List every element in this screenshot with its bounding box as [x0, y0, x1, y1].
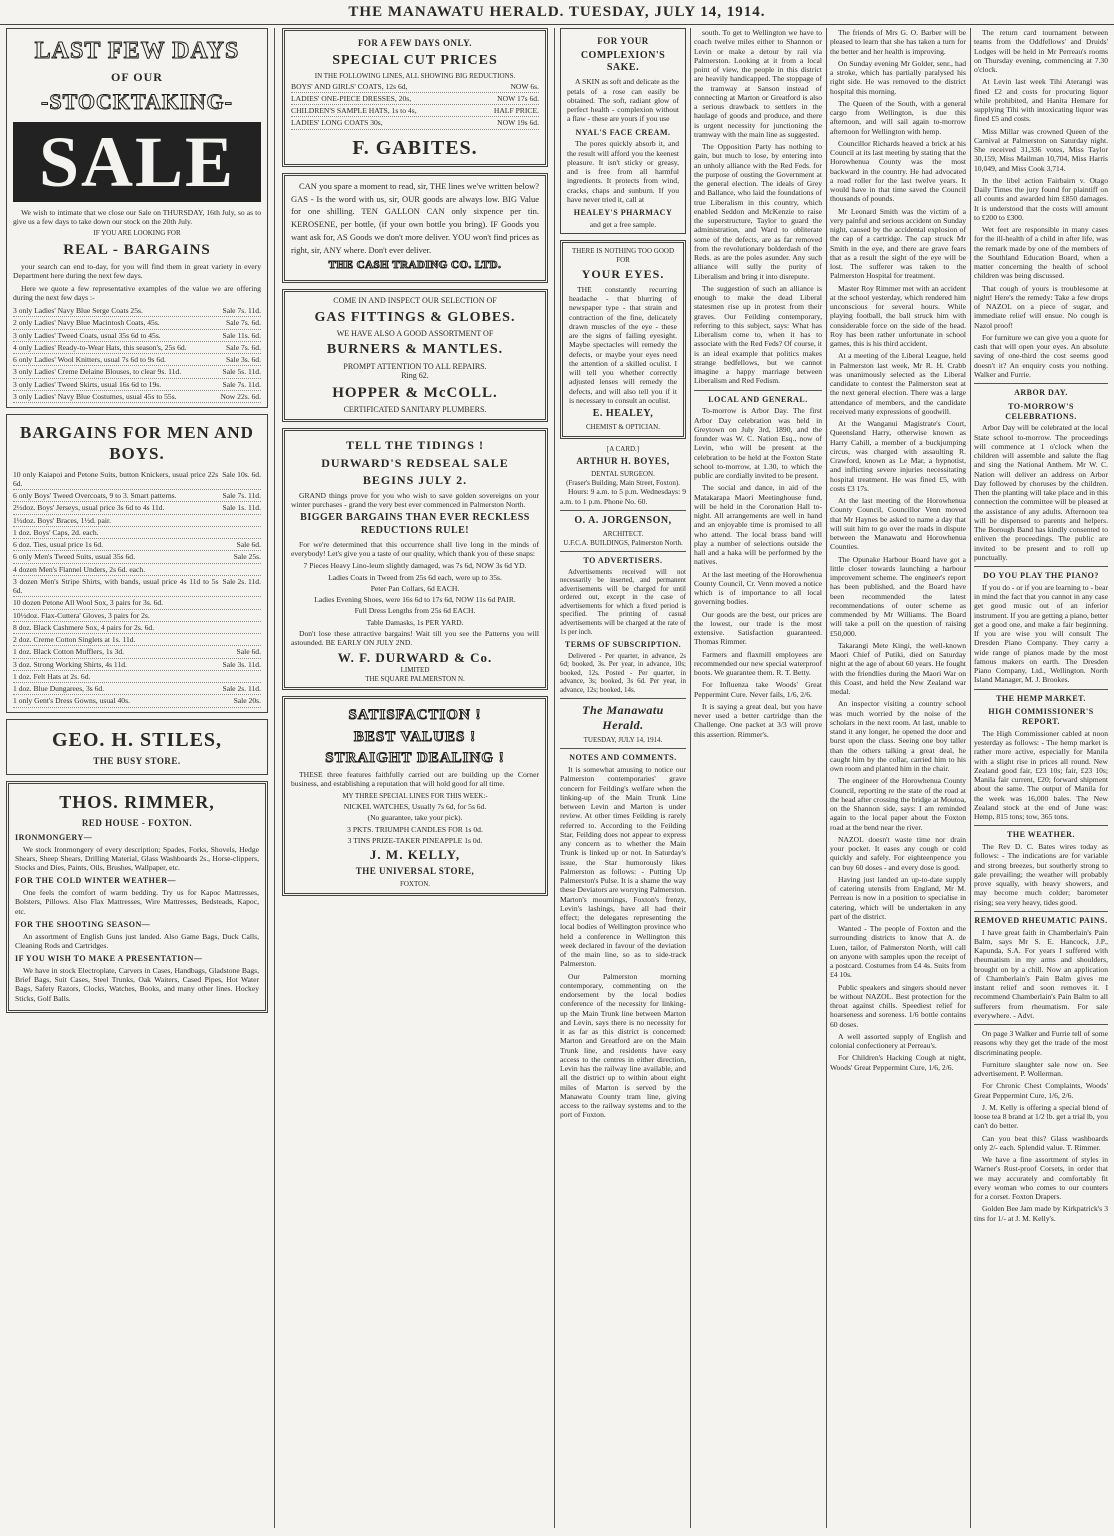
kelly-store: THE UNIVERSAL STORE, [355, 866, 475, 877]
cut-prices-text: IN THE FOLLOWING LINES, ALL SHOWING BIG REDUCTIONS. [314, 72, 516, 81]
price-row [13, 515, 261, 527]
item-text: 4 only Ladies' Ready-to-Wear Hats, this season's, 25s 6d. [13, 342, 187, 352]
price-row [291, 117, 539, 129]
item-text: 6 only Ladies' Wool Knitters, usual 7s 6d to 9s 6d. [13, 355, 166, 365]
boyes-hours: Hours: 9 a.m. to 5 p.m. Wednesdays: 9 a.m. to 1 p.m. Phone No. 60. [560, 487, 686, 506]
item-price: NOW 6s. [510, 81, 539, 91]
news-paragraph: For Influenza take Woods' Great Peppermint Cure. Never fails, 1/6, 2/6. [694, 680, 822, 699]
item-text: 1 doz. Black Cotton Mufflers, 1s 3d. [13, 647, 125, 657]
kelly-list [291, 802, 539, 845]
item-price: Sale 20s. [233, 696, 261, 706]
arbor-heading: ARBOR DAY. [1014, 388, 1068, 397]
special-lines: MY THREE SPECIAL LINES FOR THIS WEEK:- [342, 791, 488, 800]
price-row [13, 305, 261, 317]
durward-item: Ladies Coats in Tweed from 25s 6d each, were up to 35s. [328, 572, 502, 582]
price-row [13, 379, 261, 391]
hopper-name: HOPPER & McCOLL. [332, 385, 498, 402]
news-paragraph: At the last meeting of the Horowhenua County Council, Cr. Venn moved a notice which is of importance to all local governing bodies. [694, 569, 822, 607]
weather-text: The Rev D. C. Bates wires today as follows: - The indications are for variable and strong breezes, but southerly strong to gale prevailing; the weather will probably prove squally, with heavy showers, and may become much colder; barometer rising; sea very heavy, tides good. [974, 842, 1108, 907]
item-text: 3 dozen Men's Stripe Shirts, with bands, usual price 4s 11d to 5s 6d. [13, 576, 219, 596]
price-row [13, 502, 261, 514]
item-price: Sale 6d. [236, 647, 261, 657]
durward-list [291, 561, 539, 627]
men-boys-ad [6, 414, 268, 712]
item-price: NOW 17s 6d. [497, 93, 539, 103]
column-rule [274, 28, 275, 1528]
bargains-heading: BARGAINS FOR MEN AND BOYS. [20, 423, 254, 463]
news-paragraph: Golden Bee Jam made by Kirkpatrick's 3 tins for 1/- at J. M. Kelly's. [974, 1204, 1108, 1223]
presentation-heading: IF YOU WISH TO MAKE A PRESENTATION— [15, 954, 203, 964]
price-row [13, 564, 261, 576]
item-price: Sale 1s. 11d. [222, 503, 261, 513]
price-row [13, 490, 261, 502]
item-text: 3 only Ladies' Navy Blue Serge Coats 25s. [13, 306, 143, 316]
boyes-address: (Fraser's Building, Main Street, Foxton). [566, 478, 680, 487]
item-text: LADIES' LONG COATS 30s, [291, 118, 383, 128]
item-text: 3 only Ladies' Navy Blue Costumes, usual 45s to 55s. [13, 391, 177, 401]
nyals-ad [560, 28, 686, 234]
terms-heading: TERMS OF SUBSCRIPTION. [564, 640, 682, 650]
last-few-days-heading: LAST FEW DAYS [34, 38, 240, 64]
column-rule [970, 28, 971, 1528]
item-price: Sale 10s. 6d. [222, 469, 261, 479]
local-paragraphs [694, 406, 822, 739]
kelly-item: NICKEL WATCHES, Usually 7s 6d, for 5s 6d. [343, 802, 487, 812]
sale-banner: SALE [13, 122, 261, 202]
kelly-name: J. M. KELLY, [369, 847, 461, 863]
card-label: [A CARD.] [606, 444, 640, 453]
nyals-heading: NYAL'S FACE CREAM. [575, 127, 671, 137]
news-paragraph: J. M. Kelly is offering a special blend of loose tea 8 brand at 1/2 lb. get a trial lb, you can't do better. [974, 1102, 1108, 1131]
healey-optician-ad [560, 240, 686, 439]
news-paragraph: Can you beat this? Glass washboards only 2/- each. Splendid value. T. Rimmer. [974, 1133, 1108, 1152]
gas-fittings-heading: GAS FITTINGS & GLOBES. [314, 309, 516, 325]
straight-dealing-heading: STRAIGHT DEALING ! [325, 749, 505, 766]
news-paragraph: Our goods are the best, our prices are the lowest, our trade is the most extensive. Satisfaction guaranteed. Thomas Rimmer. [694, 609, 822, 647]
news-paragraph: At the last meeting of the Horowhenua County Council, Councillor Venn moved that Mr Haynes be asked to name a day that will suit him to go over the roads in dispute between the Manawatu and Horowhenua Counties. [830, 496, 966, 552]
price-row [13, 576, 261, 598]
news-paragraph: For Children's Hacking Cough at night, Woods' Great Peppermint Cure, 1/6, 2/6. [830, 1053, 966, 1072]
news-paragraph: To-morrow is Arbor Day. The first Arbor Day celebration was held in Greytown on July 3rd, 1890, and the founder was W. C. Nation Esq., now of Levin, who will be present at the celebration to be held at the Foxton State school to-morrow, at 1.30, to which the public are cordially invited to be present. [694, 406, 822, 480]
dental-text: DENTAL SURGEON. [591, 470, 655, 479]
advertisers-heading: TO ADVERTISERS. [583, 556, 663, 566]
price-row [13, 342, 261, 354]
news-paragraph: Our Palmerston morning contemporary, commenting on the endorsement by the local bodies conference of the necessity for linking-up the Main Trunk line between Marton and Levin, says there is no necessity for it as far as this district is concerned: Marton and Greatford are on the Main Trunk line, and residents have easy access to the centres in either direction, Levin has the railway line available, and all the district up to within about eight miles of Marton is served by the Manawatu County tram line, giving access to the railway systems and to the port of Foxton. [560, 971, 686, 1120]
item-price: Sale 6d. [236, 540, 261, 550]
kelly-item: 3 TINS PRIZE-TAKER PINEAPPLE 1s 0d. [347, 835, 483, 845]
three-text: THESE three features faithfully carried out are building up the Corner business, and establishing a reputation that will hold good for all time. [291, 770, 539, 789]
news-paragraph: The Opunake Harbour Board have got a little closer towards launching a harbour improvement scheme. The engineer's report has been published, and the Board have been recommended the latest recommendations of outer scheme as commended by Mr Williams. The Board will take a poll on the question of raising £50,000. [830, 554, 966, 638]
plumbers-text: CERTIFICATED SANITARY PLUMBERS. [343, 405, 487, 415]
stiles-name: GEO. H. STILES, [51, 728, 223, 751]
item-price: Sale 7s. 11d. [222, 379, 261, 389]
ironmongery-heading: IRONMONGERY— [15, 832, 93, 842]
your-eyes-heading: YOUR EYES. [581, 267, 665, 282]
shooting-heading: FOR THE SHOOTING SEASON— [15, 919, 151, 929]
item-text: 8 doz. Black Cashmere Sox, 4 pairs for 2s. 6d. [13, 622, 155, 632]
item-text: 4 dozen Men's Flannel Unders, 2s 6d. each. [13, 564, 146, 574]
item-price: Sale 7s. 6d. [225, 342, 261, 352]
news-paragraph: Mr Leonard Smith was the victim of a very painful and serious accident on Sunday night, caused by the accidental explosion of the cap of a cartridge. The cap struck Mr Smith in the eye, and there are grave fears that as a result the sight of the eye will be lost. The sufferer was taken to the Palmerston Hospital for treatment. [830, 206, 966, 281]
item-text: 6 only Boys' Tweed Overcoats, 9 to 3. Smart patterns. [13, 491, 177, 501]
piano-heading: DO YOU PLAY THE PIANO? [983, 571, 1099, 580]
few-days-text: FOR A FEW DAYS ONLY. [357, 38, 473, 48]
for-your-text: FOR YOUR [597, 36, 649, 46]
price-row [13, 469, 261, 491]
item-text: 1 doz. Blue Dungarees, 3s 6d. [13, 684, 105, 694]
durward-address: THE SQUARE PALMERSTON N. [365, 674, 465, 683]
price-row [13, 539, 261, 551]
item-price [257, 623, 261, 632]
price-row [13, 622, 261, 634]
news-paragraph: south. To get to Wellington we have to coach twelve miles either to Shannon or Levin or make a detour by rail via Palmerston. Looking at it from a local point of view, the people in this district are heavily handicapped. The stoppage of the tramway at Sanson instead of connecting at Marton or Greatford is also a serious drawback to settlers in the haulage of goods and produce, and there is urgent necessity for junctioning the tramway with the main line as suggested. [694, 28, 822, 139]
news-paragraph: A well assorted supply of English and colonial confectionery at Perreau's. [830, 1031, 966, 1050]
burners-heading: BURNERS & MANTLES. [326, 342, 504, 358]
news-paragraph: On Sunday evening Mr Golder, senr., had a stroke, which has partially paralysed his right side. He was removed to the district hospital this morning. [830, 58, 966, 96]
rimmer-name: THOS. RIMMER, [59, 791, 215, 812]
price-row [13, 646, 261, 658]
news-paragraph: Public speakers and singers should never be without NAZOL. Best protection for the throat against chills. Speediest relief for hoarseness and soreness. 1/6 bottle contains 60 doses. [830, 982, 966, 1029]
news-paragraph: It is somewhat amusing to notice our Palmerston contemporaries' grave concern for Feilding's welfare when the linking-up of the Main Trunk Line between Levin and Marton is under review. At other times Feilding is rarely referred to. According to the Feilding Star, Feilding does not appear to express any concern as to whether the Main Trunk is linked up or not. In Saturday's issue, the Star humorously likes Palmerston as follows: - Putting Up Palmerston's Pulse. It is a shame the way these Deviators are worrying Palmerston. Marton's mournings, Foxton's frenzy, Levin's lashings, have all had their effect; the delegates representing the local bodies of Wellington province who held a conference in Wellington this week declared in favour of the deviation of the main line, so as to side-track Palmerston. [560, 765, 686, 969]
arbor-text: Arbor Day will be celebrated at the local State school to-morrow. The proceedings will commence at 1 o'clock when the children will assemble and salute the flag and sing the National Anthem. Mr W. C. Nation will deliver an address on Arbor Day followed by choruses by the children. Then the planting will take place and in this connection the committee will be pleased at the assistance of any adults. Afternoon tea will be dispensed to parents and helpers. The Borough Band has kindly consented to enliven the proceedings. The public are invited to be present and to roll up punctually. [974, 423, 1108, 562]
item-text: 6 only Men's Tweed Suits, usual 35s 6d. [13, 552, 135, 562]
price-row [13, 551, 261, 563]
news-paragraph: NAZOL doesn't waste time nor drain your pocket. It eases any cough or cold quickly and safely. For eighteenpence you can buy 60 doses - and every dose is good. [830, 834, 966, 872]
opposition-paragraphs [694, 28, 822, 386]
search-text: your search can end to-day, for you will find them in great variety in every Department here during the next few days. [13, 262, 261, 281]
news-paragraph: Councillor Richards heaved a brick at his Council at its last meeting by stating that the Horowhenua County was the most backward in the country. He had advocated a road roller for the last twelve years. It would have in that time saved the Council thousands of pounds. [830, 138, 966, 204]
news-paragraph: The suggestion of such an alliance is enough to make the dead Liberal statesmen rise up in protest from their graves. Our Feilding contemporary, referring to this subject, says: What has Liberalism come to, when it has to associate with the Red Feds? Of course, it is an ideal example that politics makes strange bedfellows, but we cannot imagine a happy marriage between Liberalism and Red Fedism. [694, 283, 822, 386]
durward-ad [282, 428, 548, 690]
item-text: 3 only Ladies' Creme Delaine Blouses, to clear 9s. 11d. [13, 367, 182, 377]
healey-subtitle: CHEMIST & OPTICIAN. [586, 423, 660, 432]
news-paragraph: At the Wanganui Magistrate's Court, Queensland Harry, otherwise known as Harry Cahill, a member of a buckjumping circus, was charged with assaulting R. Crawford, known as Le Mar, a hypnotist, and inflicting severe injuries necessitating hospital treatment. He was fined £5, with costs £3 17s. [830, 419, 966, 493]
notes-heading: NOTES AND COMMENTS. [569, 753, 677, 763]
stiles-subtitle: THE BUSY STORE. [93, 755, 181, 766]
durward-close: Don't lose these attractive bargains! Wait till you see the Patterns you will astounded. BE EARLY ON JULY 2ND. [291, 628, 539, 648]
price-row [13, 366, 261, 378]
hemp-text: The High Commissioner cabled at noon yesterday as follows: - The hemp market is rather more active, especially for Manila with a slight rise in prices all round. New Zealand good fair, £23 10s; fair, £23 10s; Manila fair current, £20; forward shipment about the same. The output of Manila for the week was 16,000 bales. The New Zealand stock at the end of June was: Hemp, 815 tons; tow, 365 tons. [974, 728, 1108, 821]
durward-text: For we're determined that this occurrence shall live long in the minds of everybody! Let's give you a taste of our quality, which thank you of these snaps: [291, 539, 539, 559]
terms-text: Delivered - Per quarter, in advance, 2s 6d; booked, 3s. Per year, in advance, 10s; booked, 12s. Posted - Per quarter, in advance, 3s; booked, 3s 6d. Per year, in advance, 12s; booked, 14s. [560, 651, 686, 694]
news-paragraph: Wet feet are responsible in many cases for the ill-health of a child in after life, was the remark made by one of the members of the Southland Education Board, when a matter concerning the health of school children was being discussed. [974, 225, 1108, 281]
complexion-text: A SKIN as soft and delicate as the petals of a rose can easily be obtained. The soft, radiant glow of perfect health - complexion without a flaw - these are yours if you use [567, 77, 679, 124]
item-price: HALF PRICE. [493, 106, 539, 116]
item-text: 3 doz. Strong Working Shirts, 4s 11d. [13, 659, 127, 669]
notes-paragraphs [560, 765, 686, 1120]
item-text: 10 dozen Petone All Wool Sox, 3 pairs for 3s. 6d. [13, 598, 164, 608]
news-paragraph: Master Roy Rimmer met with an accident at the school yesterday, which rendered him unconscious for several hours. While playing football, the ball struck him with considerable force on the side of the head. Roy has been rather unfortunate in school games, this is his third accident. [830, 283, 966, 348]
item-price: Sale 7s. 6d. [225, 318, 261, 328]
item-price [257, 565, 261, 574]
news-paragraph: For furniture we can give you a quote for cash that will open your eyes. An absolute saving of one-third the cost seems good doesn't it? An enquiry costs you nothing. Walker and Furrie. [974, 332, 1108, 379]
item-text: 2 only Ladies' Navy Blue Macintosh Coats, 45s. [13, 318, 160, 328]
durward-item: Peter Pan Collars, 6d EACH. [370, 583, 460, 593]
jorgenson-name: O. A. JORGENSON, [574, 514, 672, 526]
stocktaking-heading: -STOCKTAKING- [41, 88, 233, 114]
gabites-name: F. GABITES. [352, 136, 478, 159]
item-text: 1½doz. Boys' Braces, 1½d. pair. [13, 515, 111, 525]
quote-text: Here we quote a few representative examples of the value we are offering during the next few days :- [13, 283, 261, 302]
durward-firm: W. F. DURWARD & Co. [337, 650, 493, 666]
men-price-list [13, 469, 261, 708]
column-2 [282, 28, 548, 1528]
gas-also: WE HAVE ALSO A GOOD ASSORTMENT OF [336, 328, 494, 338]
durward-item: Ladies Evening Shoes, were 16s 6d to 17s 6d, NOW 11s 6d PAIR. [314, 595, 516, 605]
item-price [257, 528, 261, 537]
rheumatic-text: I have great faith in Chamberlain's Pain Balm, says Mr S. E. Hancock, J.P., Kapunda, S.A. For years I suffered with rheumatism in my arms and shoulders, brought on by a chill. Now an application of Chamberlain's Pain Balm gives me instant relief and soon removes it. I recommend Chamberlain's Pain Balm to all sufferers from rheumatism. For sale everywhere. - Advt. [974, 927, 1108, 1020]
durward-item: Table Damasks, 1s PER YARD. [366, 617, 464, 627]
bigger-heading: BIGGER BARGAINS THAN EVER RECKLESS REDUCTIONS RULE! [300, 512, 530, 536]
news-paragraph: For Chronic Chest Complaints, Woods' Great Peppermint Cure, 1/6, 2/6. [974, 1081, 1108, 1100]
hemp-subheading: HIGH COMMISSIONER'S REPORT. [988, 707, 1094, 726]
price-row [13, 527, 261, 539]
price-row [291, 81, 539, 93]
news-paragraph: In the libel action Fairbairn v. Otago Daily Times the jury found for plaintiff on all counts and awarded him £850 damages. It is understood that the costs will amount to £200 to £300. [974, 175, 1108, 222]
column-3 [560, 28, 686, 1528]
kelly-ad [282, 696, 548, 895]
architect-text: ARCHITECT. [602, 530, 644, 538]
news-paragraph: That cough of yours is troublesome at night! Here's the remedy: Take a few drops of NAZOL on a piece of sugar, and immediate relief will ensue. No cough is Nazol proof! [974, 283, 1108, 330]
gabites-ad [282, 28, 548, 167]
presentation-text: We have in stock Electroplate, Carvers in Cases, Handbags, Gladstone Bags, Brief Bags, Suit Cases, Steel Trunks, Oak Waiters, Cased Pipes, Hot Water Bags, Safety Razors, Clocks, Watches, Books, and many other lines. Hockey Sticks, Golf Balls. [15, 965, 259, 1003]
price-row [13, 597, 261, 609]
ladies-price-list [13, 305, 261, 403]
item-text: 2 doz. Creme Cotton Singlets at 1s. 11d. [13, 635, 136, 645]
sample-text: and get a free sample. [589, 219, 657, 229]
verse-text: CAN you spare a moment to read, sir, THE lines we've written below? GAS - Is the word with us, sir, OUR goods are always low. BIG Value for one shilling. TEN GALLON CAN only sixpence per tin. KEROSENE, per bottle, (if your own bottle you bring). IF Goods you want ask for, AS Goods we don't more deliver. YOU won't find prices as right, sir, ANY where. Don't ever deliver. [291, 180, 539, 255]
eyes-text: THE constantly recurring headache - that blurring of newspaper type - that strain and contraction of the fine, delicately drawn muscles of the eye - these are the signs of failing eyesight. Maybe spectacles will remedy the defects, or maybe your eyes need the attention of a skilled oculist. I will tell you whether correctly adjusted lenses will remedy the defects, and will also tell you if it is necessary to consult an oculist. [569, 284, 677, 405]
news-paragraph: We have a fine assortment of styles in Warner's Rust-proof Corsets, in order that we may accurately and comfortably fit every woman who comes to our counters for a corset. Foxton Drapers. [974, 1155, 1108, 1201]
price-row [13, 317, 261, 329]
item-price: Sale 2s. 11d. [222, 684, 261, 694]
durward-item: Full Dress Lengths from 25s 6d EACH. [354, 606, 476, 616]
news-paragraph: On page 3 Walker and Furrie tell of some reasons why they get the trade of the most discriminating people. [974, 1029, 1108, 1057]
item-price: Sale 7s. 11d. [222, 306, 261, 316]
rimmer-ad [6, 781, 268, 1013]
price-row [13, 330, 261, 342]
price-row [13, 391, 261, 403]
item-price [257, 672, 261, 681]
price-row [13, 659, 261, 671]
item-price: Sale 2s. 11d. [222, 576, 261, 586]
news-paragraph: The engineer of the Horowhenua County Council, reporting re the state of the road at the head after crossing the bridge at Moutoa, on the Shannon side, says: I am reminded again to the local paper about the Foxton road at the bend near the river. [830, 776, 966, 832]
item-price: Sale 5s. 11d. [222, 367, 261, 377]
item-price [257, 516, 261, 525]
rimmer-subtitle: RED HOUSE - FOXTON. [81, 817, 193, 828]
news-paragraphs-top [974, 28, 1108, 379]
jorgenson-address: U.F.C.A. BUILDINGS, Palmerston North. [563, 538, 683, 547]
hopper-mccoll-ad [282, 289, 548, 422]
cold-weather-heading: FOR THE COLD WINTER WEATHER— [15, 876, 176, 886]
item-text: CHILDREN'S SAMPLE HATS, 1s to 4s, [291, 106, 417, 116]
satisfaction-heading: SATISFACTION ! [348, 707, 482, 724]
price-row [13, 671, 261, 683]
of-our-text: OF OUR [111, 70, 163, 85]
cut-prices-heading: SPECIAL CUT PRICES [332, 52, 498, 68]
item-text: 2½doz. Boys' Jerseys, usual price 3s 6d to 4s 11d. [13, 503, 165, 513]
hemp-heading: THE HEMP MARKET. [996, 693, 1086, 703]
item-price: Sale 3s. 6d. [225, 355, 261, 365]
advertisers-text: Advertisements received will not necessarily be inserted, and permanent advertisements will be charged for until ordered out, except in the case of advertisements for which a fixed period is specified. The printing of casual advertisements will be charged at the rate of 1s per inch. [560, 567, 686, 636]
arbor-subheading: TO-MORROW'S CELEBRATIONS. [1005, 401, 1077, 421]
column-rule [690, 28, 691, 1528]
item-text: 6 doz. Ties, usual price 1s 6d. [13, 540, 104, 550]
stiles-sale-ad [6, 28, 268, 408]
price-row [13, 354, 261, 366]
healey-pharmacy: HEALEY'S PHARMACY [573, 208, 673, 218]
news-paragraph: It is saying a great deal, but you have never used a better cartridge than the Challenge. One packet at 3/3 will prove this assertion. Rimmer's. [694, 701, 822, 739]
real-bargains-heading: REAL - BARGAINS [63, 241, 211, 258]
item-text: 3 only Ladies' Tweed Skirts, usual 16s 6d to 19s. [13, 379, 162, 389]
price-row [13, 683, 261, 695]
column-5 [830, 28, 966, 1528]
item-text: LADIES' ONE-PIECE DRESSES, 20s, [291, 93, 412, 103]
item-text: 1 doz. Felt Hats at 2s. 6d. [13, 671, 91, 681]
news-paragraph: Furniture slaughter sale now on. See advertisement. P. Wollerman. [974, 1059, 1108, 1078]
item-text: 1 doz. Boys' Caps, 2d. each. [13, 527, 99, 537]
news-paragraph: The Opposition Party has nothing to gain, but much to lose, by entering into an unholy alliance with the Red Feds. for the purpose of ousting the Government at the general election. The ideals of Grey and Ballance, who laid the foundations of true Liberalism in this country, which enabled Seddon and McKenzie to raise the superstructure, Taylor to guard the administration, and Ward to obliterate some of the defects, are as far removed from the revolutionary bolderdash of the Reds. as are the poles asunder. Any such alliance will sully the purity of Liberalism and bring it into disrepute. [694, 142, 822, 281]
durward-sale-heading: DURWARD'S REDSEAL SALE [321, 455, 509, 470]
item-price: Sale 25s. [233, 552, 261, 562]
news-paragraph: Having just landed an up-to-date supply of catering utensils from England, Mr M. Perreau is now in a position to specialise in catering, which will be undertaken in any part of the district. [830, 874, 966, 921]
boyes-name: ARTHUR H. BOYES, [576, 456, 670, 467]
stiles-signature [6, 719, 268, 775]
price-row [13, 610, 261, 622]
column-rule [826, 28, 827, 1528]
issue-date: TUESDAY, JULY 14, 1914. [583, 735, 663, 744]
item-price [257, 611, 261, 620]
kelly-item: (No guarantee, take your pick). [367, 813, 463, 823]
item-price: Sale 11s. 6d. [222, 330, 261, 340]
item-price [257, 635, 261, 644]
begins-heading: BEGINS JULY 2. [362, 473, 468, 488]
ironmongery-text: We stock Ironmongery of every description; Spades, Forks, Shovels, Hedge Shears, Sheep Shears, Drilling Material, Glass Washboards 2s., Horse-clippers, Stocks and Dies, Paints, Oils, Brushes, Wallpaper, etc. [15, 844, 259, 873]
if-looking-text: IF YOU ARE LOOKING FOR [93, 229, 181, 238]
repairs-text: PROMPT ATTENTION TO ALL REPAIRS. [343, 361, 487, 371]
ring-text: Ring 62. [401, 371, 429, 381]
news-paragraph: Wanted - The people of Foxton and the surrounding districts to know that A. de Luen, tailor, of Palmerston North, will call on anyone with samples upon the receipt of a postcard. Costumes from £4 4s. Suits from £4 10s. [830, 924, 966, 980]
item-text: 10 only Kaiapoi and Petone Suits, button Knickers, usual price 22s 6d. [13, 469, 219, 488]
item-text: 10½doz. Flax-Cuttera' Gloves, 3 pairs for 2s. [13, 610, 150, 620]
price-row [13, 695, 261, 707]
best-values-heading: BEST VALUES ! [353, 728, 477, 745]
price-row [291, 105, 539, 117]
tidings-heading: TELL THE TIDINGS ! [346, 438, 484, 453]
news-paragraph: Takarangi Mete Kingi, the well-known Maori Chief of Putiki, died on Saturday night at the age of about 60 years. He fought with the friendlies during the Maori War on this Coast, and held the New Zealand war medal. [830, 640, 966, 696]
item-price: Sale 3s. 11d. [222, 659, 261, 669]
news-paragraph: An inspector visiting a country school was much worried by the noise of the scholars in the next room. At last, unable to stand it any longer, he opened the door and burst upon the class. Seeing one boy taller than the others talking a great deal, he caught him by the collar, carried him to his own room and planted him in the chair. [830, 699, 966, 773]
item-text: BOYS' AND GIRLS' COATS, 12s 6d, [291, 81, 408, 91]
item-price [257, 598, 261, 607]
column-4 [694, 28, 822, 1528]
cash-trading-ad [282, 173, 548, 283]
news-paragraph: The Queen of the South, with a general cargo from Wellington, is due this afternoon, and will sail again to-morrow afternoon for Wellington with hemp. [830, 98, 966, 136]
complexion-heading: COMPLEXION'S SAKE. [580, 49, 666, 74]
item-text: 3 only Ladies' Tweed Coats, usual 35s 6d to 45s. [13, 330, 161, 340]
sale-intro: We wish to intimate that we close our Sale on THURSDAY, 16th July, so as to give us a few days to take down our stock on the 20th July. [13, 207, 261, 226]
weather-heading: THE WEATHER. [1007, 830, 1075, 840]
news-paragraphs [830, 28, 966, 1072]
news-paragraphs-bottom [974, 1029, 1108, 1223]
rheumatic-heading: REMOVED RHEUMATIC PAINS. [974, 915, 1108, 925]
news-paragraph: Miss Millar was crowned Queen of the Carnival at Palmerston on Saturday night. She received 31,336 votes, Miss Taylor 30,159, Miss Mailman 10,704, Miss Harris 10,049, and Miss Cook 3,714. [974, 126, 1108, 173]
news-paragraph: The return card tournament between teams from the Oddfellows' and Druids' Lodges will be held in Mr Perreau's rooms on Thursday evening, commencing at 7.30 o'clock. [974, 28, 1108, 74]
item-text: 1 only Gent's Dress Gowns, usual 40s. [13, 696, 130, 706]
shooting-text: An assortment of English Guns just landed. Also Game Bags, Duck Calls, Cleaning Rods and Cartridges. [15, 931, 259, 950]
column-1 [6, 28, 268, 1528]
cut-price-list [291, 81, 539, 130]
item-price: Now 22s. 6d. [220, 391, 261, 401]
cold-weather-text: One feels the comfort of warm bedding. Try us for Kapoc Mattresses, Bolsters, Pillows. Also Flax Mattresses, Wire Mattresses, Bedsteads, Kapoc, etc. [15, 888, 259, 916]
piano-text: If you do - or if you are learning to - bear in mind the fact that you cannot in any case get good music out of an inferior instrument. If you are getting a piano, better get a good one, and make a fair beginning. If you are wise you will consult The Dresden Piano Company. They carry a wide range of pianos made by the most famous makers on earth. The Dresden Piano Company, Ltd., Wellington. North Island Manager, M. J. Brookes. [974, 582, 1108, 685]
durward-ltd: LIMITED [400, 666, 430, 675]
news-paragraph: At a meeting of the Liberal League, held in Palmerston last week, Mr R. H. Crabb was unanimously selected as the Liberal candidate to contest the Palmerston seat at the next general election. There was a large attendance of members, and the candidate received many expressions of goodwill. [830, 351, 966, 416]
gas-intro: COME IN AND INSPECT OUR SELECTION OF [333, 295, 497, 305]
kelly-item: 3 PKTS. TRIUMPH CANDLES FOR 1s 0d. [347, 824, 483, 834]
news-paragraph: The social and dance, in aid of the Matakarapa Maori Meetinghouse fund, will be held in the Coronation Hall to-night. All arrangements are well in hand and an enjoyable time is promised to all who attend. The local brass band will play a number of selections outside the hall and a haka will be performed by the natives. [694, 483, 822, 567]
item-price: Sale 7s. 11d. [222, 491, 261, 501]
durward-item: 7 Pieces Heavy Lino-leum slightly damaged, was 7s 6d, NOW 3s 6d YD. [303, 561, 527, 571]
nyals-text: The pores quickly absorb it, and the result will afford you the keenest pleasure. It isn't sticky or greasy, and is free from all harmful ingredients. It protects from wind, cracks, chaps and sunburn. If you have never tried it, call at [567, 139, 679, 204]
kelly-town: FOXTON. [399, 880, 430, 888]
news-paragraph: The friends of Mrs G. O. Barber will be pleased to learn that she has taken a turn for the better and her health is improving. [830, 28, 966, 56]
local-general-heading: LOCAL AND GENERAL. [708, 394, 808, 404]
paper-title: The Manawatu Herald. [582, 703, 664, 733]
cash-trading-name: THE CASH TRADING CO. LTD. [328, 259, 502, 272]
news-paragraph: At Levin last week Tihi Aterangi was fined £2 and costs for procuring liquor while prohibited, and Hanita Hemare for supplying Tihi with intoxicating liquor was fined £5 and costs. [974, 77, 1108, 124]
price-row [291, 93, 539, 105]
column-rule [554, 28, 555, 1528]
grand-text: GRAND things prove for you who wish to save golden sovereigns on your winter purchases - grand the very best ever commenced in Palmerston North. [291, 490, 539, 510]
healey-name: E. HEALEY, [592, 408, 654, 420]
column-6 [974, 28, 1108, 1528]
masthead: THE MANAWATU HERALD. TUESDAY, JULY 14, 1914. [0, 4, 1114, 25]
news-paragraph: Farmers and flaxmill employees are recommended our new special waterproof boots. We guarantee them. R. T. Betty. [694, 649, 822, 677]
item-price: NOW 19s 6d. [497, 118, 539, 128]
nothing-text: THERE IS NOTHING TOO GOOD FOR [571, 247, 674, 264]
price-row [13, 634, 261, 646]
